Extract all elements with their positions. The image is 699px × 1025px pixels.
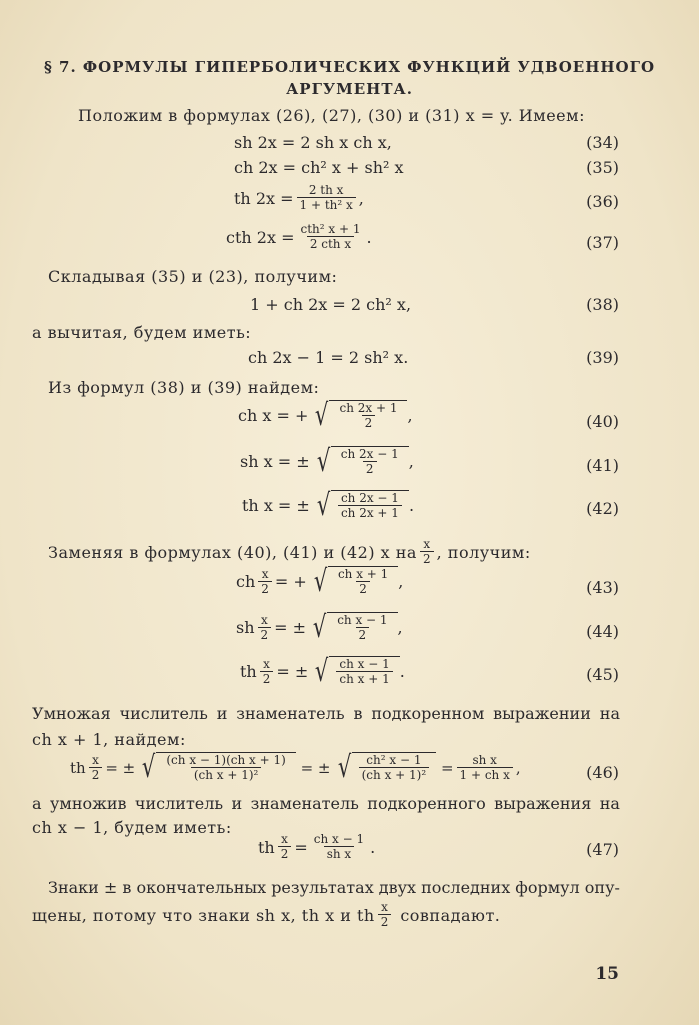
eq42-numerator: ch 2x − 1 bbox=[340, 491, 399, 505]
eq34-number: (34) bbox=[586, 133, 619, 152]
eq47-operator: = bbox=[294, 837, 308, 857]
eq45-number: (45) bbox=[586, 665, 619, 684]
eq46-half-denominator: 2 bbox=[89, 767, 103, 783]
text-from-formulas: Из формул (38) и (39) найдем: bbox=[48, 378, 320, 397]
eq44-radical bbox=[310, 612, 397, 643]
eq40-lhs: ch x = + bbox=[238, 406, 309, 425]
section-title-line2: АРГУМЕНТА. bbox=[286, 80, 413, 98]
eq43-tail: , bbox=[398, 572, 404, 591]
paragraph-multiply-line1 bbox=[32, 704, 620, 723]
eq46-radical-2 bbox=[335, 752, 437, 783]
eq46-operator-2: = ± bbox=[300, 758, 331, 777]
equation-38: 1 + ch 2x = 2 ch² x, bbox=[250, 295, 412, 314]
radical-sign-icon: √ bbox=[316, 444, 330, 479]
equation-37 bbox=[226, 222, 372, 252]
eq46-number: (46) bbox=[586, 763, 619, 782]
eq41-radical bbox=[314, 446, 409, 477]
eq44-operator: = ± bbox=[274, 618, 307, 637]
equation-42 bbox=[242, 490, 414, 521]
text-replacing-b: , получим: bbox=[436, 542, 531, 562]
eq37-fraction bbox=[297, 222, 363, 252]
eq40-number: (40) bbox=[586, 412, 619, 431]
eq43-denominator: 2 bbox=[356, 581, 370, 597]
eq41-denominator: 2 bbox=[363, 461, 377, 477]
equation-40 bbox=[238, 400, 413, 431]
eq37-denominator: 2 cth x bbox=[307, 236, 354, 252]
eq35-lhs: ch 2x bbox=[234, 158, 278, 177]
eq47-half-denominator: 2 bbox=[278, 846, 292, 862]
word: Умножая bbox=[32, 704, 111, 723]
eq41-tail: , bbox=[408, 452, 414, 471]
word: знаменатель bbox=[250, 794, 359, 813]
word: числитель bbox=[134, 794, 224, 813]
eq40-denominator: 2 bbox=[362, 415, 376, 431]
eq37-lhs: cth 2x = bbox=[226, 227, 295, 247]
equation-44 bbox=[236, 612, 403, 643]
eq39-number: (39) bbox=[586, 348, 619, 367]
radical-sign-icon: √ bbox=[313, 564, 328, 599]
eq41-numerator: ch 2x − 1 bbox=[340, 447, 399, 461]
eq36-tail: , bbox=[358, 188, 364, 208]
eq41-lhs: sh x = ± bbox=[240, 452, 310, 471]
eq40-radical bbox=[312, 400, 407, 431]
word: числитель bbox=[119, 704, 208, 723]
equation-45 bbox=[240, 656, 405, 687]
word: последних bbox=[421, 878, 511, 897]
eq36-numerator: 2 th x bbox=[308, 183, 344, 197]
eq47-number: (47) bbox=[586, 840, 619, 859]
eq36-denominator: 1 + th² x bbox=[297, 197, 356, 213]
eq42-number: (42) bbox=[586, 499, 619, 518]
eq45-function: th bbox=[240, 662, 257, 681]
signs-line2-a: щены, потому что знаки sh x, th x и th bbox=[32, 905, 375, 925]
equation-36 bbox=[234, 183, 364, 213]
eq37-tail: . bbox=[366, 227, 372, 247]
word: в bbox=[122, 878, 132, 897]
equation-46 bbox=[70, 752, 521, 783]
signs-line2-denominator: 2 bbox=[378, 914, 392, 930]
eq45-half-numerator: x bbox=[263, 656, 270, 671]
signs-line2-b: совпадают. bbox=[400, 905, 501, 925]
paragraph-multiply2-line2: ch x − 1, будем иметь: bbox=[32, 818, 232, 837]
eq44-tail: , bbox=[397, 618, 403, 637]
radical-sign-icon: √ bbox=[315, 398, 329, 433]
eq37-number: (37) bbox=[586, 233, 619, 252]
eq45-denominator: ch x + 1 bbox=[336, 671, 392, 687]
signs-line2-fraction bbox=[378, 900, 392, 930]
word: в bbox=[353, 704, 363, 723]
text-subtracting: а вычитая, будем иметь: bbox=[32, 323, 252, 342]
eq46-tail: , bbox=[515, 758, 521, 777]
text-replacing-a: Заменяя в формулах (40), (41) и (42) x на bbox=[48, 542, 417, 562]
equation-39: ch 2x − 1 = 2 sh² x. bbox=[248, 348, 409, 367]
eq47-function: th bbox=[258, 837, 275, 857]
word: подкоренного bbox=[367, 794, 486, 813]
equation-35 bbox=[234, 158, 404, 177]
word: опу- bbox=[584, 878, 620, 897]
text-replacing-fraction bbox=[420, 537, 434, 567]
eq45-tail: . bbox=[399, 662, 405, 681]
equation-47 bbox=[258, 832, 375, 862]
eq43-operator: = + bbox=[274, 572, 307, 591]
word: умножив bbox=[49, 794, 127, 813]
eq42-lhs: th x = ± bbox=[242, 496, 310, 515]
eq45-half bbox=[260, 657, 274, 687]
radical-sign-icon: √ bbox=[337, 750, 351, 785]
eq44-function: sh bbox=[236, 618, 255, 637]
signs-line2-numerator: x bbox=[381, 900, 388, 914]
eq44-half-numerator: x bbox=[260, 612, 268, 627]
word: формул bbox=[515, 878, 580, 897]
radical-sign-icon: √ bbox=[142, 750, 156, 785]
eq37-numerator: cth² x + 1 bbox=[300, 222, 361, 236]
eq46-half-numerator: x bbox=[92, 752, 99, 767]
eq44-number: (44) bbox=[586, 622, 619, 641]
eq38-number: (38) bbox=[586, 295, 619, 314]
eq46-fraction-3 bbox=[457, 753, 513, 783]
eq43-function: ch bbox=[236, 572, 256, 591]
eq43-half-denominator: 2 bbox=[258, 581, 272, 597]
eq34-lhs: sh 2x bbox=[234, 133, 277, 152]
eq40-numerator: ch 2x + 1 bbox=[339, 401, 398, 415]
eq46-radical-1 bbox=[139, 752, 296, 783]
paragraph-signs-line1 bbox=[48, 878, 620, 897]
text-replacing-numerator: x bbox=[423, 537, 431, 551]
eq35-number: (35) bbox=[586, 158, 619, 177]
eq47-numerator: ch x − 1 bbox=[313, 832, 365, 846]
eq46-denominator-3: 1 + ch x bbox=[457, 767, 513, 783]
eq36-number: (36) bbox=[586, 192, 619, 211]
eq40-tail: , bbox=[407, 406, 413, 425]
text-replacing-denominator: 2 bbox=[420, 551, 434, 567]
eq45-half-denominator: 2 bbox=[260, 671, 274, 687]
word: ± bbox=[103, 878, 118, 897]
eq47-denominator: sh x bbox=[324, 846, 354, 862]
eq42-tail: . bbox=[408, 496, 415, 515]
eq47-fraction bbox=[311, 832, 367, 862]
eq46-denominator-1: (ch x + 1)² bbox=[191, 767, 262, 783]
paragraph-multiply2-line1 bbox=[32, 794, 620, 813]
eq46-function: th bbox=[70, 758, 86, 777]
eq44-denominator: 2 bbox=[356, 627, 370, 643]
eq43-half bbox=[258, 567, 272, 597]
word: двух bbox=[378, 878, 417, 897]
eq43-numerator: ch x + 1 bbox=[337, 567, 389, 581]
eq36-lhs: th 2x = bbox=[234, 188, 294, 208]
eq46-operator-1: = ± bbox=[105, 758, 136, 777]
section-title-line1: § 7. ФОРМУЛЫ ГИПЕРБОЛИЧЕСКИХ ФУНКЦИЙ УДВОЕННОГО bbox=[43, 58, 656, 76]
eq44-half-denominator: 2 bbox=[258, 627, 272, 643]
word: Знаки bbox=[48, 878, 99, 897]
page-number: 15 bbox=[595, 964, 619, 984]
eq46-denominator-2: (ch x + 1)² bbox=[359, 767, 430, 783]
eq34-rhs: = 2 sh x ch x, bbox=[281, 133, 392, 152]
word: на bbox=[599, 794, 620, 813]
text-adding: Складывая (35) и (23), получим: bbox=[48, 267, 338, 286]
paragraph-signs-line2 bbox=[32, 900, 500, 930]
word: а bbox=[32, 794, 42, 813]
word: результатах bbox=[271, 878, 374, 897]
eq47-half-numerator: x bbox=[281, 832, 288, 846]
word: и bbox=[231, 794, 243, 813]
eq44-half bbox=[258, 613, 272, 643]
paragraph-multiply-line2: ch x + 1, найдем: bbox=[32, 730, 186, 749]
radical-sign-icon: √ bbox=[316, 488, 331, 523]
equation-43 bbox=[236, 566, 403, 597]
eq44-numerator: ch x − 1 bbox=[337, 613, 388, 627]
eq35-rhs: = ch² x + sh² x bbox=[282, 158, 404, 177]
eq43-number: (43) bbox=[586, 578, 619, 597]
eq46-numerator-2: ch² x − 1 bbox=[366, 753, 422, 767]
eq47-tail: . bbox=[370, 837, 376, 857]
word: и bbox=[216, 704, 228, 723]
word: выражении bbox=[493, 704, 591, 723]
eq45-numerator: ch x − 1 bbox=[339, 657, 390, 671]
word: на bbox=[599, 704, 620, 723]
eq42-radical bbox=[314, 490, 409, 521]
equation-34 bbox=[234, 133, 392, 152]
text-replacing bbox=[48, 537, 531, 567]
eq43-half-numerator: x bbox=[261, 566, 269, 581]
radical-sign-icon: √ bbox=[312, 610, 327, 645]
intro-text: Положим в формулах (26), (27), (30) и (31) x = y. Имеем: bbox=[78, 106, 585, 125]
radical-sign-icon: √ bbox=[315, 654, 329, 689]
eq43-radical bbox=[311, 566, 398, 597]
word: знаменатель bbox=[236, 704, 345, 723]
eq46-numerator-3: sh x bbox=[472, 752, 497, 767]
eq45-radical bbox=[312, 656, 399, 687]
eq46-numerator-1: (ch x − 1)(ch x + 1) bbox=[166, 753, 286, 767]
word: окончательных bbox=[136, 878, 267, 897]
equation-41 bbox=[240, 446, 414, 477]
eq47-half bbox=[278, 832, 292, 862]
eq45-operator: = ± bbox=[276, 662, 309, 681]
eq42-denominator: ch 2x + 1 bbox=[338, 505, 402, 521]
word: выражения bbox=[494, 794, 592, 813]
word: подкоренном bbox=[371, 704, 485, 723]
eq36-fraction bbox=[297, 183, 356, 213]
eq46-operator-3: = bbox=[440, 758, 454, 777]
eq41-number: (41) bbox=[586, 456, 619, 475]
eq46-half bbox=[89, 753, 103, 783]
